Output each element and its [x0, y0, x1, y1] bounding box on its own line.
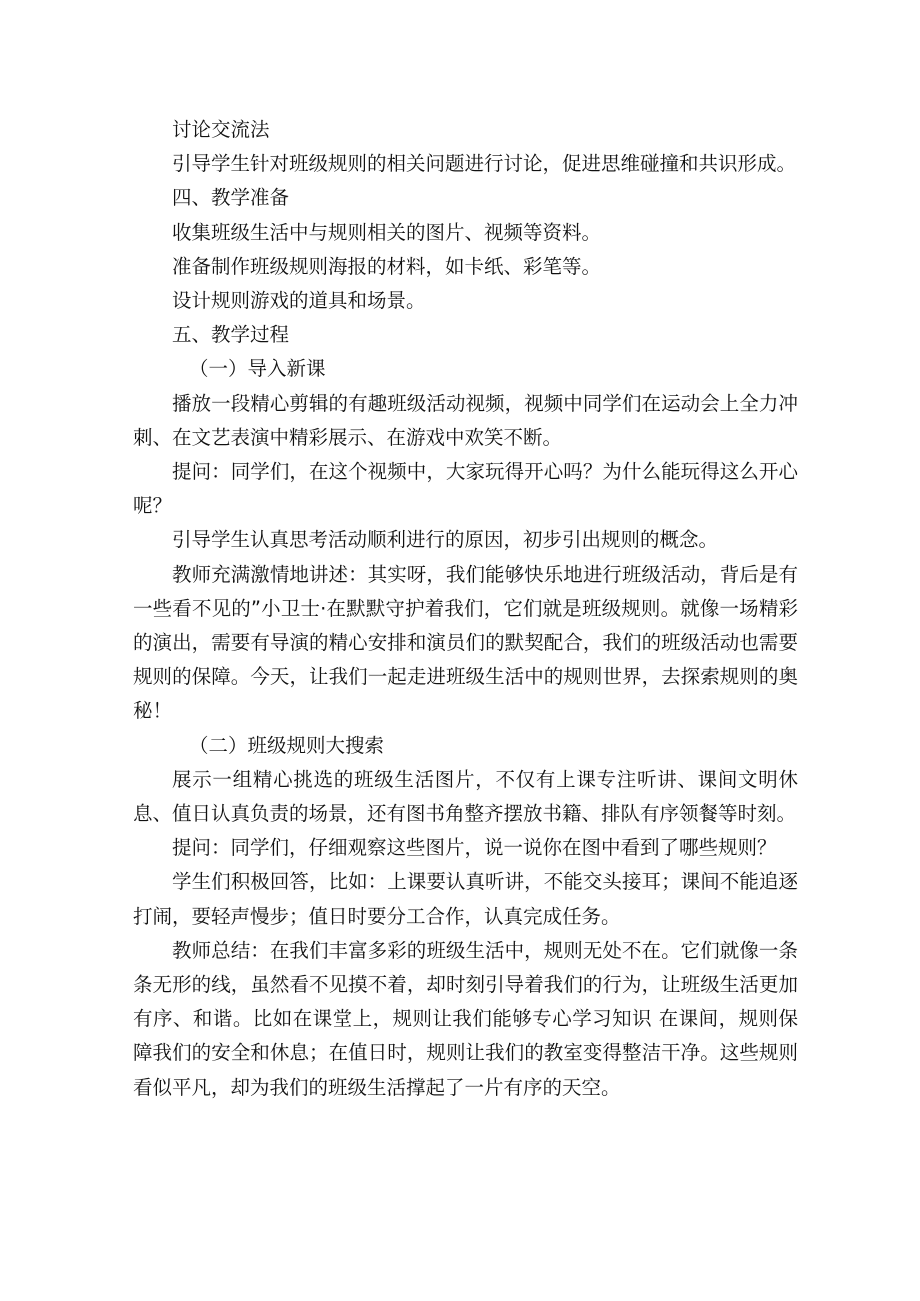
paragraph: 收集班级生活中与规则相关的图片、视频等资料。	[172, 220, 602, 244]
paragraph: 播放一段精心剪辑的有趣班级活动视频，视频中同学们在运动会上全力冲刺、在文艺表演中精彩展示、在游戏中欢笑不断。	[133, 391, 798, 449]
paragraph: 教师充满激情地讲述：其实呀，我们能够快乐地进行班级活动，背后是有一些看不见的”小卫士·在默默守护着我们，它们就是班级规则。就像一场精彩的演出，需要有导演的精心安排和演员们的默契配合，我们的班级活动也需要规则的保障。今天，让我们一起走进班级生活中的规则世界，去探索规则的奥秘！	[133, 562, 798, 723]
paragraph: 引导学生认真思考活动顺利进行的原因，初步引出规则的概念。	[172, 528, 719, 552]
paragraph: 展示一组精心挑选的班级生活图片，不仅有上课专注听讲、课间文明休息、值日认真负责的场景，还有图书角整齐摆放书籍、排队有序领餐等时刻。	[133, 767, 798, 826]
paragraph: 教师总结：在我们丰富多彩的班级生活中，规则无处不在。它们就像一条条无形的线，虽然看不见摸不着，却时刻引导着我们的行为，让班级生活更加有序、和谐。比如在课堂上，规则让我们能够专心学习知识 在课间，规则保障我们的安全和休息；在值日时，规则让我们的教室变得整洁干净。这些规则看似平凡，却为我们的班级生活撑起了一片有序的天空。	[133, 938, 798, 1099]
paragraph: 提问：同学们，仔细观察这些图片，说一说你在图中看到了哪些规则？	[172, 836, 777, 860]
paragraph: 五、教学过程	[172, 323, 290, 347]
paragraph: 设计规则游戏的道具和场景。	[172, 289, 426, 313]
paragraph: 四、教学准备	[172, 186, 290, 210]
sub-heading: （二）班级规则大搜索	[189, 733, 385, 757]
paragraph: 讨论交流法	[172, 118, 270, 141]
paragraph: 引导学生针对班级规则的相关问题进行讨论，促进思维碰撞和共识形成。	[172, 152, 797, 176]
paragraph: 提问：同学们，在这个视频中，大家玩得开心吗？为什么能玩得这么开心呢？	[133, 460, 798, 518]
paragraph: 学生们积极回答，比如：上课要认真听讲，不能交头接耳；课间不能追逐打闹，要轻声慢步；值日时要分工合作，认真完成任务。	[133, 870, 798, 928]
sub-heading: （一）导入新课	[189, 357, 326, 381]
paragraph: 准备制作班级规则海报的材料，如卡纸、彩笔等。	[172, 254, 602, 278]
document-body	[133, 113, 798, 1105]
